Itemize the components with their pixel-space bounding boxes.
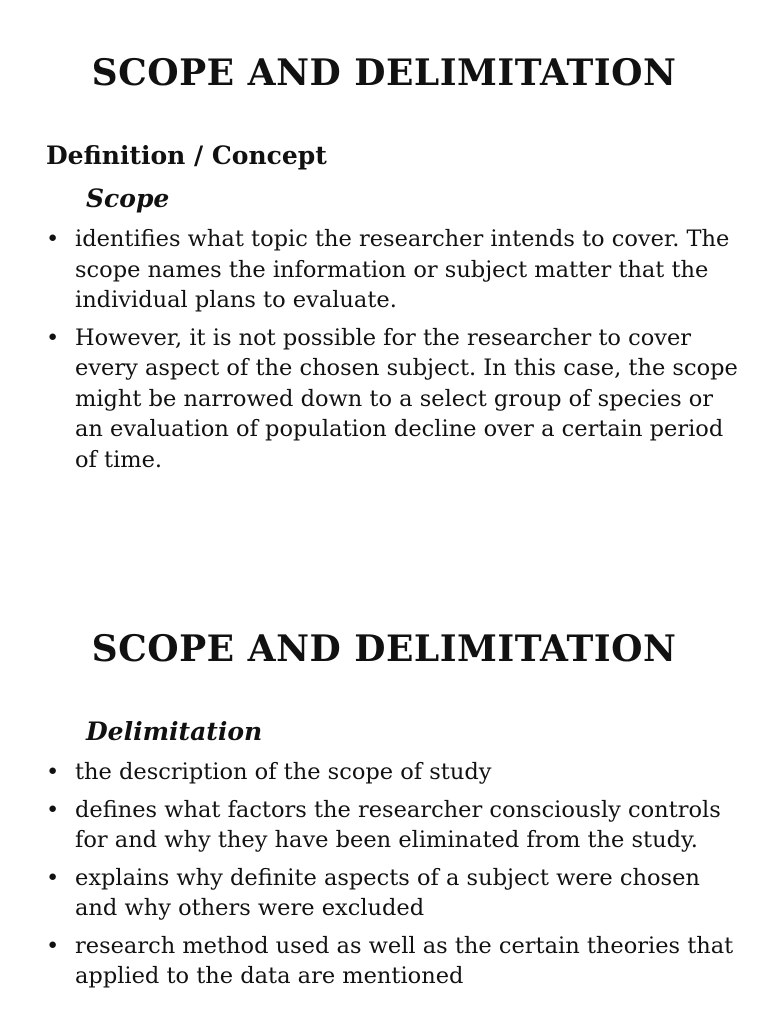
slide-title: SCOPE AND DELIMITATION — [91, 628, 677, 670]
bullet-icon: • — [46, 226, 60, 252]
bullet-text: research method used as well as the certain theories that applied to the data are mentioned — [75, 932, 734, 989]
bullet-text: explains why definite aspects of a subject were chosen and why others were excluded — [75, 864, 700, 921]
scope-bullet-list — [46, 224, 746, 482]
list-item — [46, 795, 746, 856]
sub-heading-scope: Scope — [86, 184, 170, 213]
list-item — [46, 863, 746, 924]
slide-delimitation — [0, 575, 768, 1024]
slide-title: SCOPE AND DELIMITATION — [91, 52, 677, 94]
bullet-icon: • — [46, 759, 60, 785]
section-heading: Definition / Concept — [46, 141, 327, 170]
bullet-icon: • — [46, 932, 60, 959]
bullet-text: However, it is not possible for the researcher to cover every aspect of the chosen subject. In this case, the scope might be narrowed down to a select group of species or an evaluation of population decline over a certain period of time. — [75, 324, 738, 473]
bullet-text: the description of the scope of study — [75, 759, 492, 785]
list-item — [46, 224, 746, 316]
list-item — [46, 931, 746, 992]
bullet-text: identifies what topic the researcher intends to cover. The scope names the information or subject matter that the individual plans to evaluate. — [75, 226, 730, 313]
delimitation-bullet-list — [46, 757, 746, 999]
bullet-icon: • — [46, 324, 60, 351]
sub-heading-delimitation: Delimitation — [86, 717, 263, 746]
list-item — [46, 757, 746, 788]
bullet-text: defines what factors the researcher consciously controls for and why they have been eliminated from the study. — [75, 796, 721, 853]
bullet-icon: • — [46, 796, 60, 823]
bullet-icon: • — [46, 864, 60, 891]
list-item — [46, 323, 746, 476]
